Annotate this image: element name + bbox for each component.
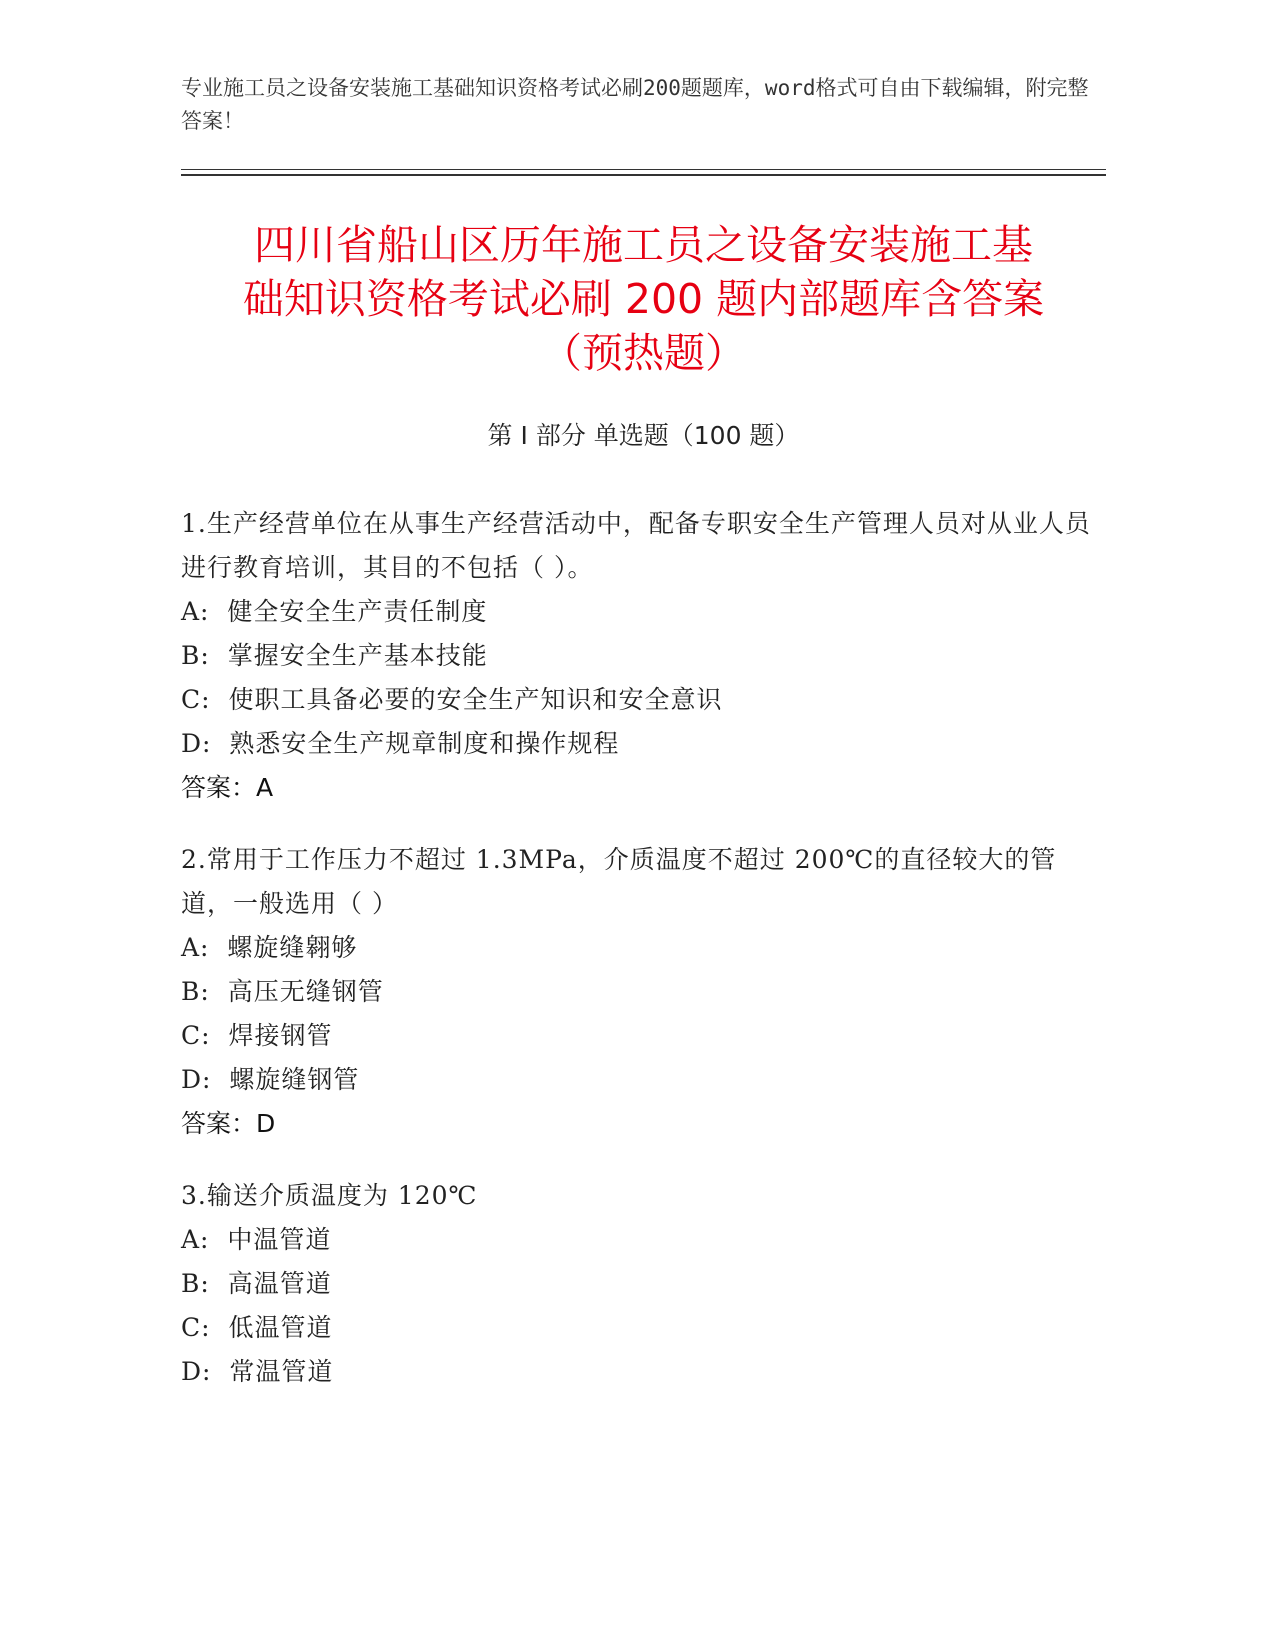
question-answer: 答案：D bbox=[181, 1109, 276, 1138]
question-list bbox=[181, 502, 1101, 1422]
question-stem: 3.输送介质温度为 120℃ bbox=[181, 1181, 478, 1210]
option-b: B: 高温管道 bbox=[181, 1269, 332, 1298]
option-c: C: 焊接钢管 bbox=[181, 1021, 333, 1050]
option-a: A: 螺旋缝翱够 bbox=[181, 933, 358, 962]
title-line-1: 四川省船山区历年施工员之设备安装施工基 bbox=[254, 221, 1033, 269]
header-rule-thick bbox=[181, 174, 1106, 176]
title-line-3: （预热题） bbox=[541, 329, 746, 377]
header-note: 专业施工员之设备安装施工基础知识资格考试必刷200题题库，word格式可自由下载编辑，附完整答案！ bbox=[181, 76, 1089, 133]
option-d: D: 螺旋缝钢管 bbox=[181, 1065, 360, 1094]
title-line-2: 础知识资格考试必刷 200 题内部题库含答案 bbox=[242, 275, 1045, 323]
option-b: B: 高压无缝钢管 bbox=[181, 977, 384, 1006]
question-1 bbox=[181, 502, 1101, 810]
option-a: A: 中温管道 bbox=[181, 1225, 332, 1254]
option-d: D: 常温管道 bbox=[181, 1357, 334, 1386]
option-c: C: 使职工具备必要的安全生产知识和安全意识 bbox=[181, 685, 723, 714]
option-b: B: 掌握安全生产基本技能 bbox=[181, 641, 488, 670]
question-3 bbox=[181, 1174, 1101, 1394]
question-stem: 2.常用于工作压力不超过 1.3MPa，介质温度不超过 200℃的直径较大的管道，一般选用（ ） bbox=[181, 845, 1057, 918]
option-d: D: 熟悉安全生产规章制度和操作规程 bbox=[181, 729, 620, 758]
question-2 bbox=[181, 838, 1101, 1146]
header-rule-thin bbox=[181, 169, 1106, 170]
question-stem: 1.生产经营单位在从事生产经营活动中，配备专职安全生产管理人员对从业人员进行教育培训，其目的不包括（ ）。 bbox=[181, 509, 1091, 582]
section-title: 第 I 部分 单选题（100 题） bbox=[487, 421, 800, 450]
question-answer: 答案：A bbox=[181, 773, 274, 802]
option-a: A: 健全安全生产责任制度 bbox=[181, 597, 488, 626]
document-title bbox=[181, 218, 1106, 380]
option-c: C: 低温管道 bbox=[181, 1313, 333, 1342]
